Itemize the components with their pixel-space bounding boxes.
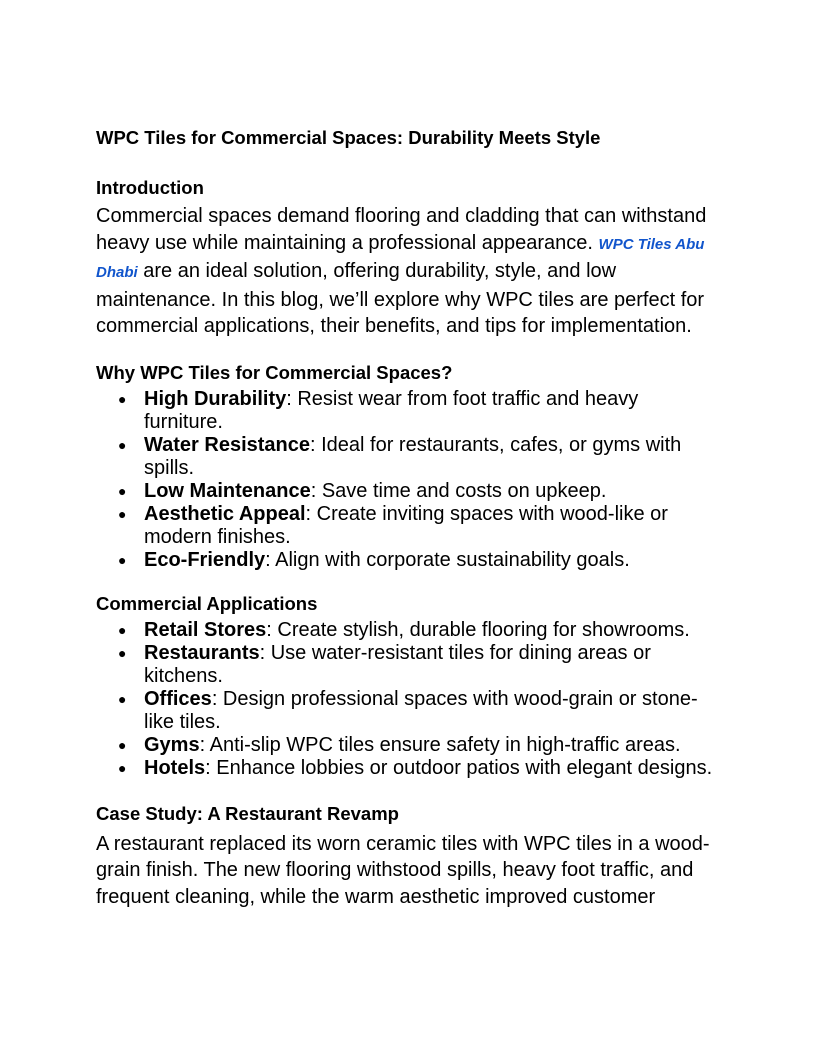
bullet-icon: ● <box>118 736 127 753</box>
list-item-term: Aesthetic Appeal <box>144 502 306 525</box>
applications-list <box>96 619 720 780</box>
list-item <box>96 734 720 757</box>
document-title: WPC Tiles for Commercial Spaces: Durability Meets Style <box>96 127 601 148</box>
list-item-desc: : Use water-resistant tiles for dining areas or kitchens. <box>144 641 651 687</box>
bullet-icon: ● <box>118 390 127 407</box>
list-item <box>96 688 720 734</box>
list-item-term: Low Maintenance <box>144 479 311 502</box>
bullet-icon: ● <box>118 482 127 499</box>
list-item-term: High Durability <box>144 387 287 410</box>
bullet-icon: ● <box>118 551 127 568</box>
list-item <box>96 503 720 549</box>
document-page <box>96 125 720 910</box>
list-item-desc: : Align with corporate sustainability goals. <box>265 548 630 571</box>
intro-text-after-link: are an ideal solution, offering durability, style, and low maintenance. In this blog, we’ll explore why WPC tiles are perfect for commercial applications, their benefits, and tips for implementation. <box>96 260 705 337</box>
bullet-icon: ● <box>118 759 127 776</box>
list-item-desc: : Save time and costs on upkeep. <box>310 479 607 502</box>
list-item-term: Restaurants <box>144 641 260 664</box>
list-item-term: Retail Stores <box>144 618 267 641</box>
list-item-desc: : Create inviting spaces with wood-like or modern finishes. <box>144 502 668 548</box>
intro-heading: Introduction <box>96 177 204 198</box>
list-item <box>96 619 720 642</box>
list-item-term: Hotels <box>144 756 206 779</box>
list-item-term: Eco-Friendly <box>144 548 266 571</box>
list-item-desc: : Ideal for restaurants, cafes, or gyms with spills. <box>144 433 682 479</box>
list-item <box>96 757 720 780</box>
bullet-icon: ● <box>118 505 127 522</box>
list-item-desc: : Resist wear from foot traffic and heavy furniture. <box>144 387 639 433</box>
wpc-tiles-abu-dhabi-link[interactable]: WPC Tiles Abu Dhabi <box>96 235 705 281</box>
list-item <box>96 549 720 572</box>
intro-text-before-link: Commercial spaces demand flooring and cladding that can withstand heavy use while maintaining a professional appearance. <box>96 205 707 254</box>
case-study-paragraph: A restaurant replaced its worn ceramic tiles with WPC tiles in a wood-grain finish. The new flooring withstood spills, heavy foot traffic, and frequent cleaning, while the warm aesthetic improved customer <box>96 832 710 908</box>
list-item-desc: : Anti-slip WPC tiles ensure safety in high-traffic areas. <box>199 733 681 756</box>
list-item-term: Offices <box>144 687 212 710</box>
list-item <box>96 388 720 434</box>
list-item-desc: : Enhance lobbies or outdoor patios with elegant designs. <box>205 756 713 779</box>
list-item-desc: : Design professional spaces with wood-grain or stone-like tiles. <box>144 687 698 733</box>
case-study-heading: Case Study: A Restaurant Revamp <box>96 802 399 824</box>
bullet-icon: ● <box>118 690 127 707</box>
list-item-term: Water Resistance <box>144 433 310 456</box>
bullet-icon: ● <box>118 436 127 453</box>
intro-paragraph <box>96 203 720 340</box>
list-item <box>96 434 720 480</box>
list-item-desc: : Create stylish, durable flooring for showrooms. <box>266 618 690 641</box>
applications-heading: Commercial Applications <box>96 592 318 614</box>
why-heading: Why WPC Tiles for Commercial Spaces? <box>96 361 453 383</box>
why-list <box>96 388 720 572</box>
list-item-term: Gyms <box>144 733 200 756</box>
bullet-icon: ● <box>118 644 127 661</box>
list-item <box>96 480 720 503</box>
bullet-icon: ● <box>118 621 127 638</box>
list-item <box>96 642 720 688</box>
